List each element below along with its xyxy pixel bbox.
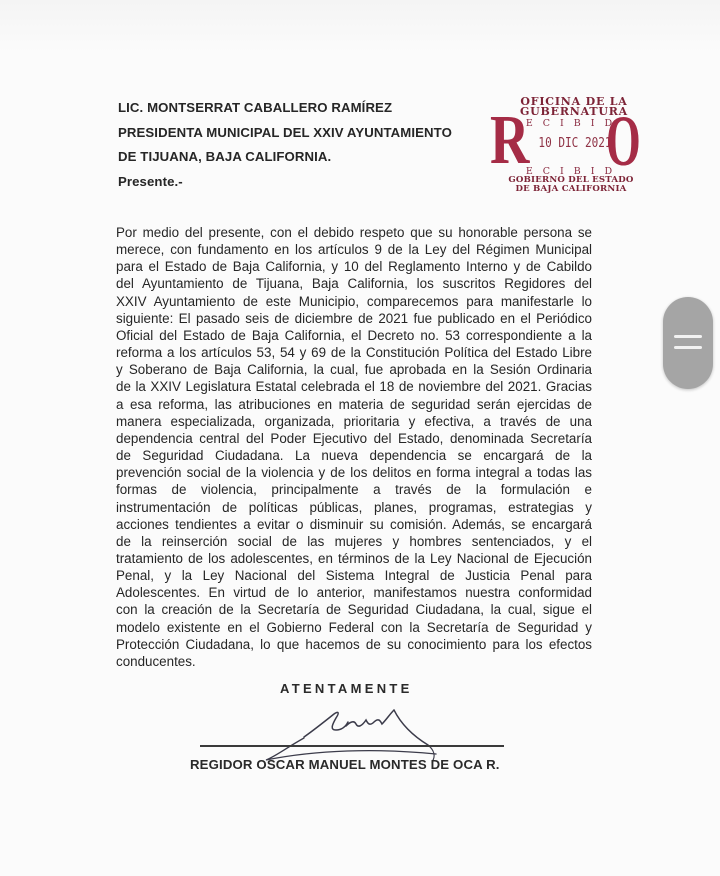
letter-body <box>116 224 592 670</box>
body-line: instrumentación de políticas públicas, planes, programas, estrategias y <box>116 499 592 515</box>
stamp-big-r: R <box>490 102 530 179</box>
body-line: con la creación de la Secretaría de Seguridad Ciudadana, la cual, sigue el <box>116 602 592 618</box>
body-line: conducentes. <box>116 653 196 669</box>
received-stamp <box>490 92 650 202</box>
handle-grip-line-bottom <box>674 346 702 349</box>
addressee-block <box>118 96 498 194</box>
signer-name: REGIDOR OSCAR MANUEL MONTES DE OCA R. <box>190 757 500 772</box>
body-line: Por medio del presente, con el debido respeto que su honorable persona se <box>116 225 592 240</box>
stamp-date: 10 DIC 2021 <box>538 136 612 151</box>
salutation: Presente.- <box>118 173 183 189</box>
body-line: acciones tendientes a evitar o disminuir su comisión. Además, se encargará <box>116 516 592 532</box>
stamp-office-line: OFICINA DE LA <box>520 95 628 108</box>
addressee-title: PRESIDENTA MUNICIPAL DEL XXIV AYUNTAMIENTO <box>118 124 452 140</box>
body-line: merece, con fundamento en los artículos 9 de la Ley del Régimen Municipal <box>116 242 592 258</box>
body-line: XXIV Ayuntamiento de este Municipio, comparecemos para manifestarle lo <box>116 293 592 309</box>
body-line: manera especializada, organizada, prioritaria y efectiva, a través de una <box>116 413 592 429</box>
body-line: Penal, y la Ley Nacional del Sistema Integral de Justicia Penal para <box>116 568 592 584</box>
body-line: tratamiento de los adolescentes, en términos de la Ley Nacional de Ejecución <box>116 550 592 566</box>
handle-grip-line-top <box>674 335 702 338</box>
addressee-name: LIC. MONTSERRAT CABALLERO RAMÍREZ <box>118 100 393 115</box>
body-line: prevención social de la violencia y de los delitos en forma integral a todas las <box>116 465 592 481</box>
stamp-recibido-top: ECIBID <box>525 118 623 129</box>
body-line: a esa reforma, las atribuciones en materia de seguridad serán ejercidas de <box>116 396 592 412</box>
scroll-handle[interactable] <box>663 297 713 389</box>
body-line: Oficial del Estado de Baja California, el Decreto no. 53 correspondiente a la <box>116 327 592 343</box>
body-line: y Soberano de Baja California, la cual, fue aprobada en la Sesión Ordinaria <box>116 362 592 378</box>
body-line: de la XXIV Legislatura Estatal celebrada el 18 de noviembre del 2021. Gracias <box>116 379 592 395</box>
body-line: modelo existente en el Gobierno Federal con la Secretaría de Seguridad y <box>116 619 592 635</box>
stamp-gubernatura-line: GUBERNATURA <box>519 105 629 118</box>
stamp-government-line: GOBIERNO DEL ESTADO <box>508 175 634 185</box>
body-line: del Ayuntamiento de Tijuana, Baja California, los suscritos Regidores del <box>116 276 592 292</box>
addressee-location: DE TIJUANA, BAJA CALIFORNIA. <box>118 149 332 164</box>
body-line: reforma a los artículos 53, 54 y 69 de la Constitución Política del Estado Libre <box>116 345 592 361</box>
body-line: de la reinserción social de las mujeres y hombres sentenciados, y el <box>116 533 592 549</box>
body-line: formas de violencia, principalmente a través de la formulación e <box>116 482 592 498</box>
closing-atentamente: ATENTAMENTE <box>280 681 413 696</box>
body-line: Protección Ciudadana, lo que hacemos de su conocimiento para los efectos <box>116 636 592 652</box>
body-line: siguiente: El pasado seis de diciembre de 2021 fue publicado en el Periódico <box>116 310 592 326</box>
signature-line <box>200 745 504 747</box>
stamp-state-line: DE BAJA CALIFORNIA <box>515 184 627 194</box>
stamp-recibido-bottom: ECIBID <box>525 166 623 177</box>
body-line: Adolescentes. En virtud de lo anterior, manifestamos nuestra conformidad <box>116 585 592 601</box>
body-line: de Seguridad Ciudadana. La nueva dependencia se encargará de la <box>116 448 592 464</box>
body-line: dependencia central del Poder Ejecutivo del Estado, denominada Secretaría <box>116 430 592 446</box>
stamp-big-o: O <box>606 101 641 181</box>
body-line: para el Estado de Baja California, y 10 del Reglamento Interno y de Cabildo <box>116 259 592 275</box>
